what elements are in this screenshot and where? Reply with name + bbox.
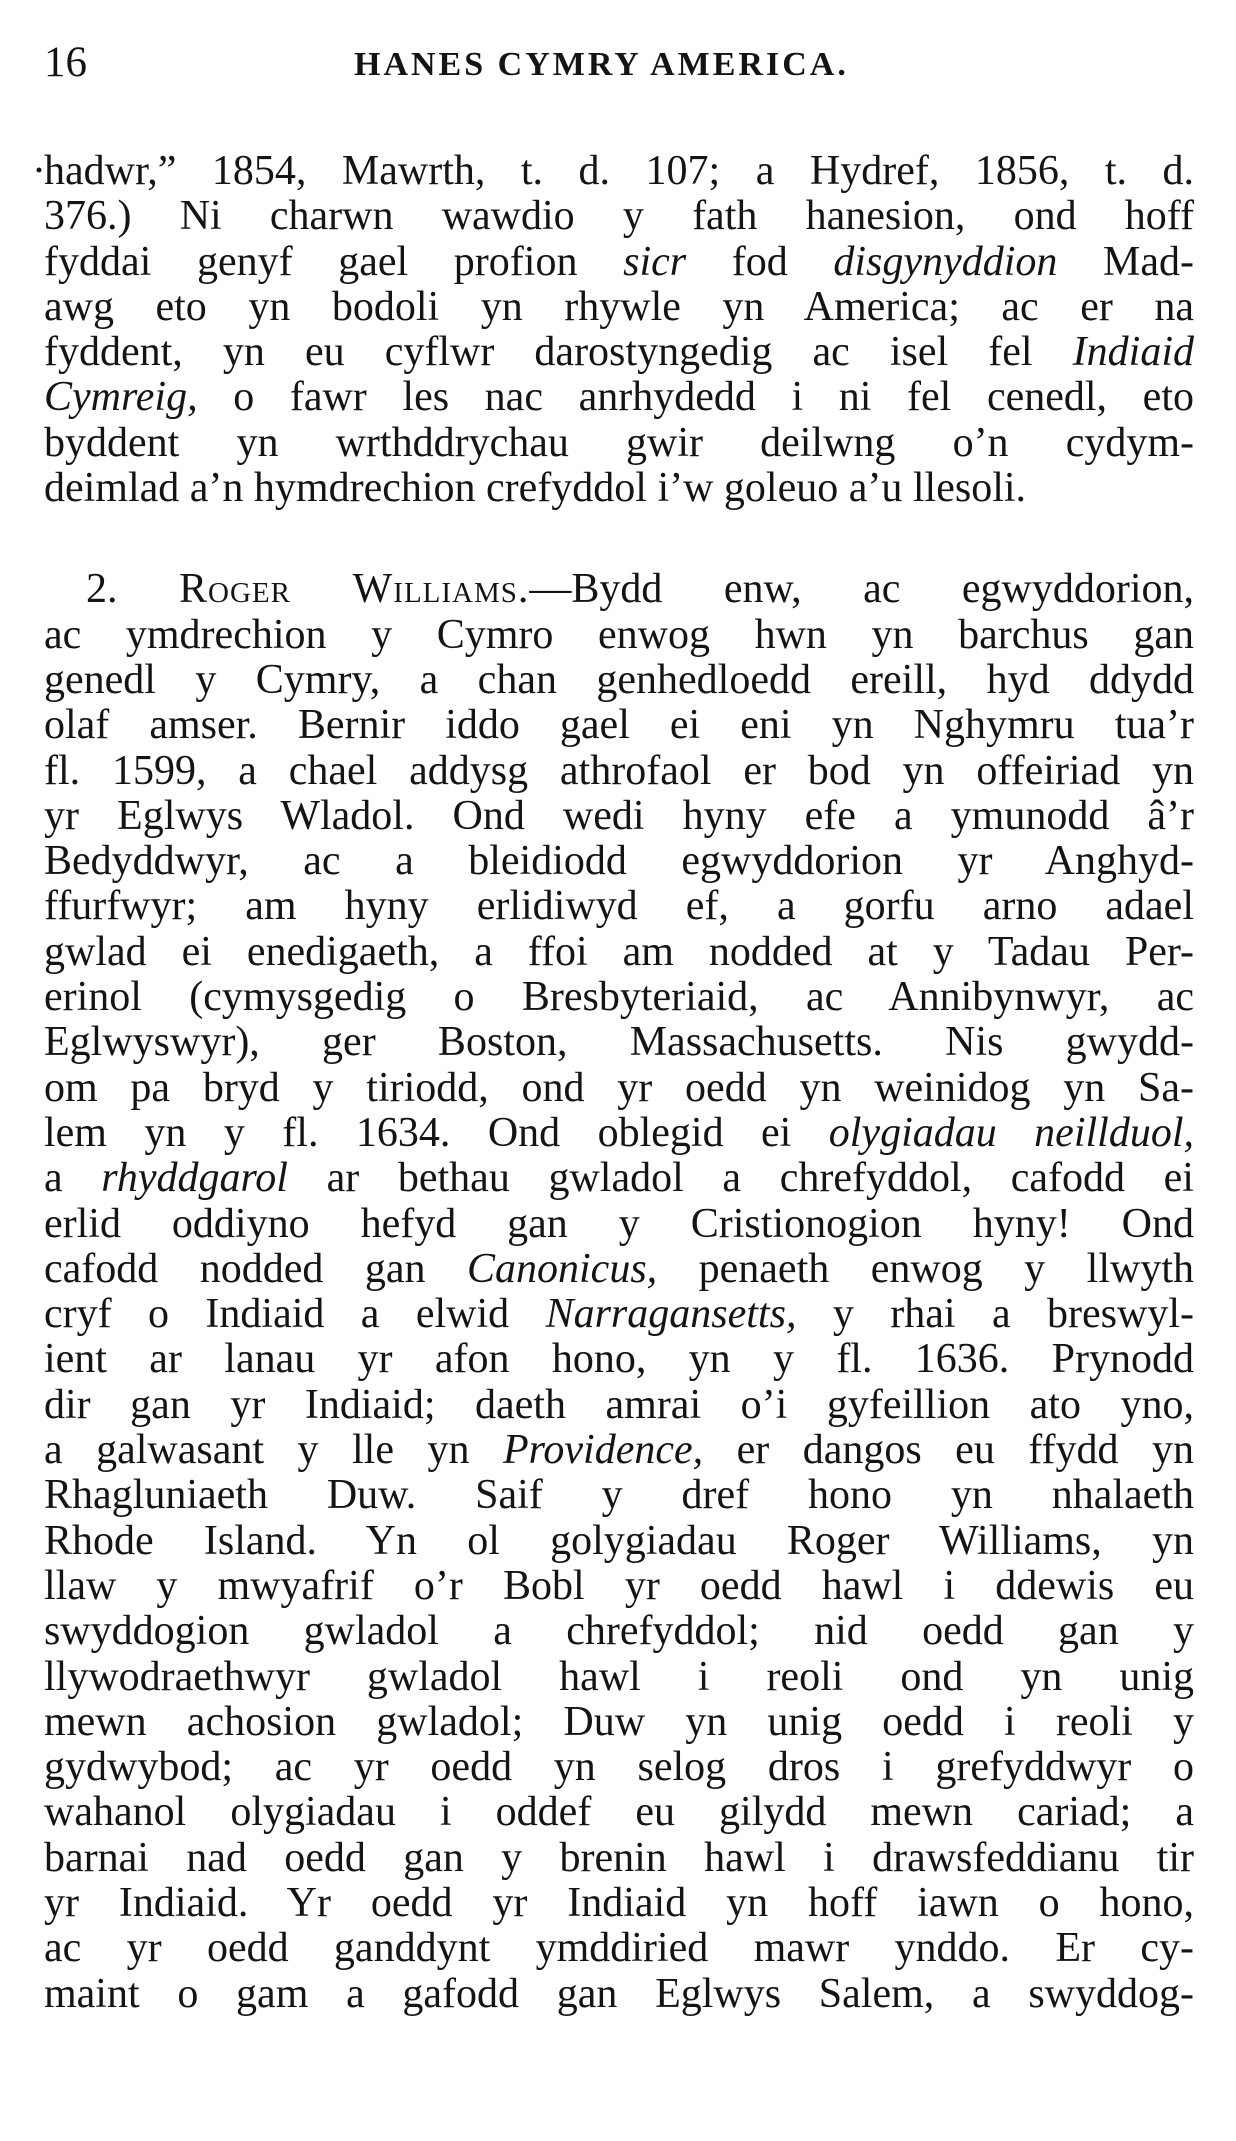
- text-line: cafodd nodded gan Canonicus, penaeth enwog y llwyth: [44, 1245, 1194, 1292]
- text-line: Bedyddwyr, ac a bleidiodd egwyddorion yr Anghyd-: [44, 838, 1194, 885]
- text-line: gydwybod; ac yr oedd yn selog dros i grefyddwyr o: [44, 1744, 1194, 1791]
- text-line: Rhagluniaeth Duw. Saif y dref hono yn nhalaeth: [44, 1472, 1194, 1519]
- italic-term: Cymreig,: [44, 374, 198, 421]
- text-line: barnai nad oedd gan y brenin hawl i drawsfeddianu tir: [44, 1834, 1194, 1881]
- text-line: cryf o Indiaid a elwid Narragansetts, y rhai a breswyl-: [44, 1291, 1194, 1338]
- text-line: lem yn y fl. 1634. Ond oblegid ei olygiadau neillduol,: [44, 1109, 1194, 1156]
- running-head: [44, 38, 1194, 88]
- text-line: a galwasant y lle yn Providence, er dangos eu ffydd yn: [44, 1427, 1194, 1474]
- italic-term: Providence,: [502, 1427, 704, 1474]
- text-line: awg eto yn bodoli yn rhywle yn America; ac er na: [44, 283, 1194, 330]
- text-line: ac yr oedd ganddynt ymddiried mawr ynddo. Er cy-: [44, 1925, 1194, 1972]
- text-line: wahanol olygiadau i oddef eu gilydd mewn cariad; a: [44, 1789, 1194, 1836]
- text-line: ac ymdrechion y Cymro enwog hwn yn barchus gan: [44, 611, 1194, 658]
- text-line: yr Eglwys Wladol. Ond wedi hyny efe a ymunodd â’r: [44, 792, 1194, 839]
- paragraph-roger-williams: [44, 567, 1194, 2017]
- text-line: fl. 1599, a chael addysg athrofaol er bod yn offeiriad yn: [44, 747, 1194, 794]
- text-line: ient ar lanau yr afon hono, yn y fl. 1636. Prynodd: [44, 1336, 1194, 1383]
- text-line: genedl y Cymry, a chan genhedloedd ereill, hyd ddydd: [44, 656, 1194, 703]
- text-line: gwlad ei enedigaeth, a ffoi am nodded at y Tadau Per-: [44, 928, 1194, 975]
- text-line: 2. Roger Williams.—Bydd enw, ac egwyddorion,: [86, 566, 1195, 613]
- text-line: llywodraethwyr gwladol hawl i reoli ond yn unig: [44, 1653, 1194, 1700]
- text-line: byddent yn wrthddrychau gwir deilwng o’n cydym-: [44, 419, 1194, 466]
- text-line: 376.) Ni charwn wawdio y fath hanesion, ond hoff: [44, 193, 1194, 240]
- text-line: · hadwr,” 1854, Mawrth, t. d. 107; a Hydref, 1856, t. d.: [32, 148, 1194, 194]
- text-line: om pa bryd y tiriodd, ond yr oedd yn weinidog yn Sa-: [44, 1064, 1194, 1111]
- italic-term: Narragansetts,: [545, 1291, 797, 1338]
- text-line: ffurfwyr; am hyny erlidiwyd ef, a gorfu arno adael: [44, 883, 1194, 930]
- italic-term: olygiadau neillduol,: [828, 1109, 1194, 1156]
- italic-term: Indiaid: [1072, 329, 1194, 376]
- text-line: Rhode Island. Yn ol golygiadau Roger Williams, yn: [44, 1517, 1194, 1564]
- text-line: olaf amser. Bernir iddo gael ei eni yn Nghymru tua’r: [44, 702, 1194, 749]
- text-line: fyddai genyf gael profion sicr fod disgynyddion Mad-: [44, 238, 1194, 285]
- body-text: [32, 148, 1195, 2017]
- section-number: 2.: [86, 566, 118, 613]
- text-line: swyddogion gwladol a chrefyddol; nid oedd gan y: [44, 1608, 1194, 1655]
- page-number: 16: [44, 39, 87, 86]
- italic-term: disgynyddion: [833, 238, 1058, 285]
- paragraph-madog-conclusion: [32, 148, 1194, 512]
- text-line: fyddent, yn eu cyflwr darostyngedig ac isel fel Indiaid: [44, 329, 1194, 376]
- running-title: HANES CYMRY AMERICA.: [354, 46, 849, 83]
- italic-term: Canonicus,: [467, 1245, 658, 1292]
- text-line: llaw y mwyafrif o’r Bobl yr oedd hawl i ddewis eu: [44, 1562, 1194, 1609]
- text-line: deimlad a’n hymdrechion crefyddol i’w goleuo a’u llesoli.: [44, 465, 1027, 512]
- text-line: a rhyddgarol ar bethau gwladol a chrefyddol, cafodd ei: [44, 1155, 1194, 1202]
- section-heading-name: Roger Williams.: [178, 566, 530, 613]
- italic-term: rhyddgarol: [101, 1155, 288, 1202]
- text-line: Cymreig, o fawr les nac anrhydedd i ni fel cenedl, eto: [44, 374, 1194, 421]
- text-line: erinol (cymysgedig o Bresbyteriaid, ac Annibynwyr, ac: [44, 974, 1194, 1021]
- paragraph-spacer: [44, 511, 1194, 567]
- text-line: mewn achosion gwladol; Duw yn unig oedd i reoli y: [44, 1698, 1194, 1745]
- stray-mark: ·: [32, 148, 46, 194]
- text-line: dir gan yr Indiaid; daeth amrai o’i gyfeillion ato yno,: [44, 1381, 1194, 1428]
- text-line: erlid oddiyno hefyd gan y Cristionogion hyny! Ond: [44, 1200, 1194, 1247]
- text-line: Eglwyswyr), ger Boston, Massachusetts. Nis gwydd-: [44, 1019, 1194, 1066]
- text-line: yr Indiaid. Yr oedd yr Indiaid yn hoff iawn o hono,: [44, 1879, 1194, 1926]
- text-line: maint o gam a gafodd gan Eglwys Salem, a swyddog-: [44, 1970, 1194, 2017]
- italic-term: sicr: [623, 238, 687, 285]
